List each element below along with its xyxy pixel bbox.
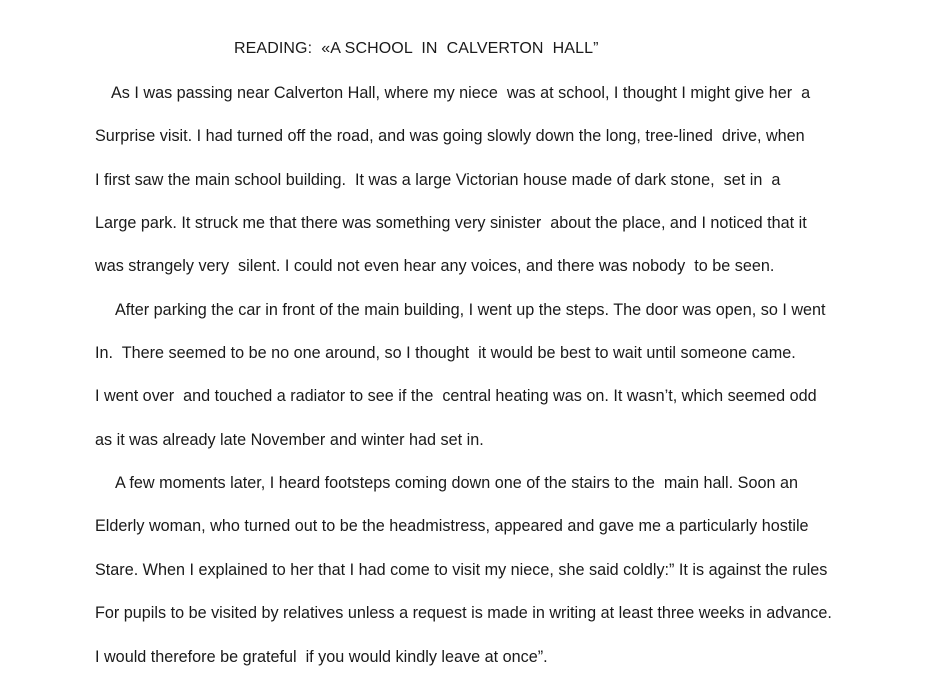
paragraph-1-line-2: Surprise visit. I had turned off the road, and was going slowly down the long, tree-lined drive, when — [95, 127, 805, 145]
paragraph-3-line-4: For pupils to be visited by relatives unless a request is made in writing at least three weeks in advance. — [95, 604, 832, 622]
paragraph-3-line-1: A few moments later, I heard footsteps coming down one of the stairs to the main hall. Soon an — [115, 474, 798, 492]
paragraph-2-line-2: In. There seemed to be no one around, so I thought it would be best to wait until someone came. — [95, 344, 796, 362]
paragraph-2-line-3: I went over and touched a radiator to see if the central heating was on. It wasn’t, which seemed odd — [95, 387, 817, 405]
paragraph-3-line-3: Stare. When I explained to her that I had come to visit my niece, she said coldly:” It is against the rules — [95, 561, 828, 579]
paragraph-1-line-4: Large park. It struck me that there was something very sinister about the place, and I noticed that it — [95, 214, 807, 232]
paragraph-2-line-4: as it was already late November and winter had set in. — [95, 431, 484, 449]
paragraph-1-line-5: was strangely very silent. I could not even hear any voices, and there was nobody to be seen. — [95, 257, 775, 275]
paragraph-3-line-2: Elderly woman, who turned out to be the headmistress, appeared and gave me a particularly hostile — [95, 517, 809, 535]
paragraph-1-line-1: As I was passing near Calverton Hall, where my niece was at school, I thought I might give her a — [111, 84, 811, 102]
paragraph-3-line-5: I would therefore be grateful if you would kindly leave at once”. — [95, 648, 548, 666]
paragraph-1-line-3: I first saw the main school building. It was a large Victorian house made of dark stone, set in a — [95, 171, 781, 189]
paragraph-2-line-1: After parking the car in front of the main building, I went up the steps. The door was open, so I went — [115, 301, 826, 319]
reading-title: READING: «A SCHOOL IN CALVERTON HALL” — [234, 40, 599, 57]
